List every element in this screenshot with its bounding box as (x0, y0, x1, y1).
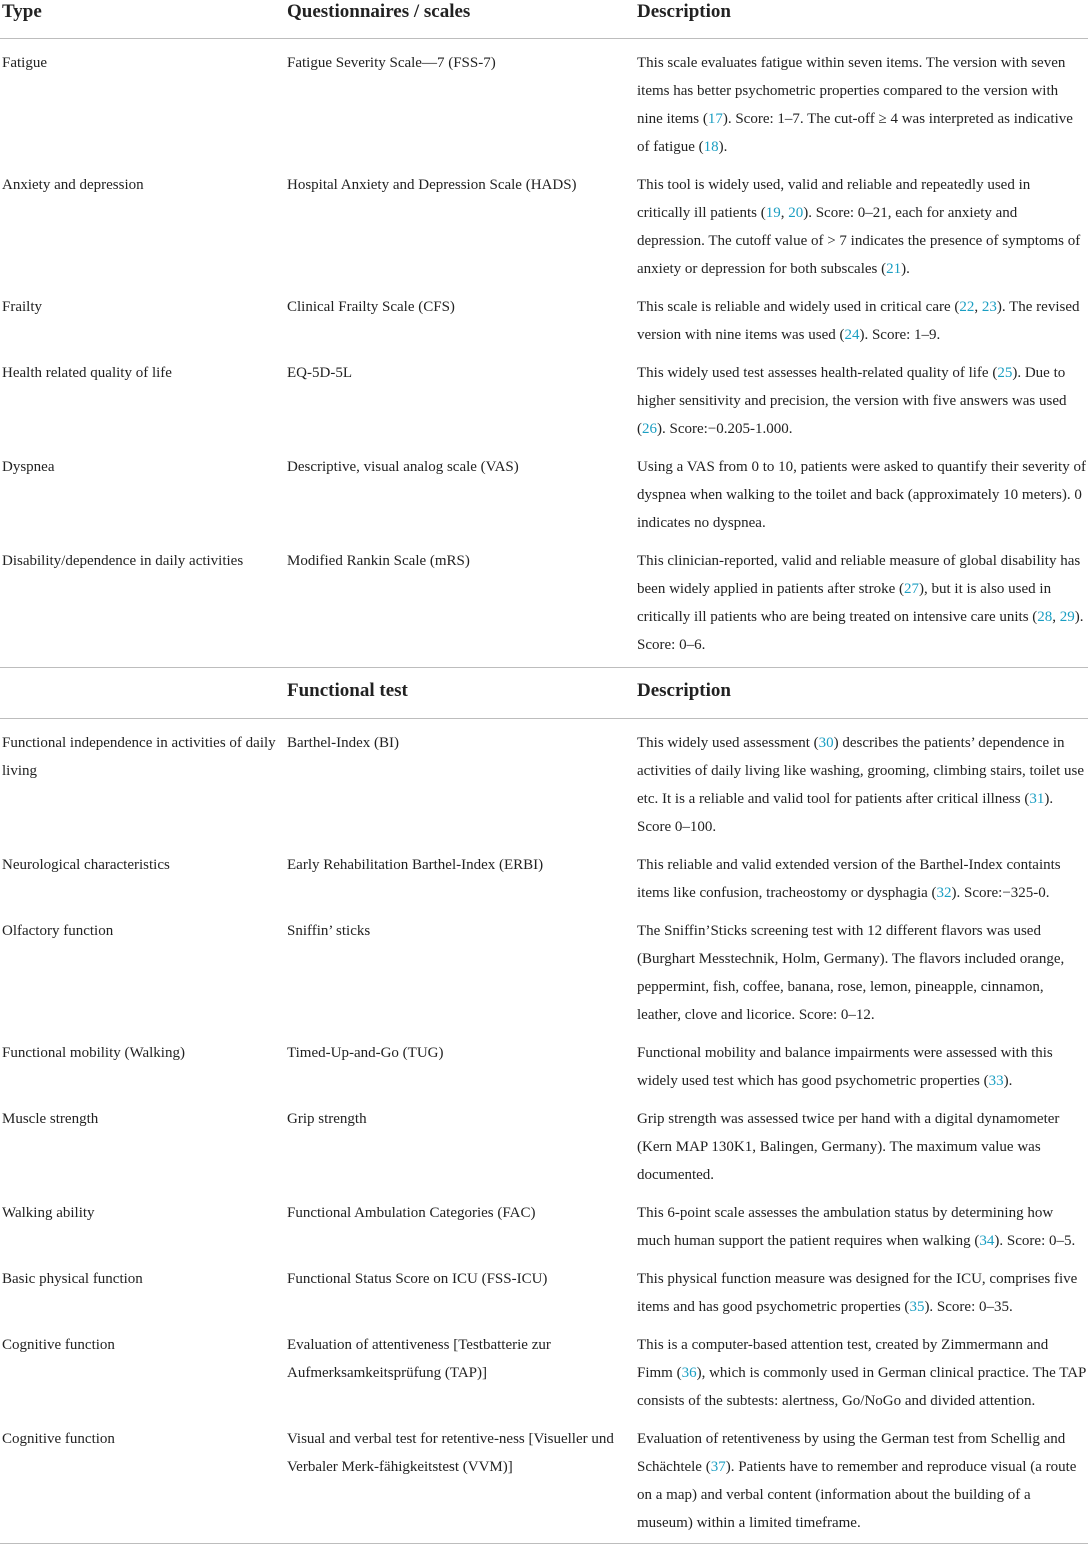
description-text: ). Score:−0.205-1.000. (657, 421, 793, 437)
type-cell: Olfactory function (2, 923, 114, 939)
reference-link[interactable]: 28 (1037, 609, 1053, 625)
type-cell: Neurological characteristics (2, 857, 170, 873)
type-cell: Basic physical function (2, 1271, 143, 1287)
description-text: ). Patients have to remember and reproduce visual (a route on a map) and verbal content (information about the building of a museum) within a limited timeframe. (637, 1459, 1077, 1531)
reference-link[interactable]: 22 (959, 299, 975, 315)
table-row (0, 39, 1088, 161)
description-text: ). Due to higher sensitivity and precision, the version with five answers was used ( (637, 365, 1067, 437)
table-row (0, 349, 1088, 443)
description-text: Functional mobility and balance impairments were assessed with this widely used test which has good psychometric properties ( (637, 1045, 1053, 1089)
header-description: Description (637, 1, 731, 22)
instrument-cell: Grip strength (287, 1111, 367, 1127)
reference-link[interactable]: 35 (909, 1299, 925, 1315)
description-cell (637, 359, 1088, 443)
type-cell: Cognitive function (2, 1431, 115, 1447)
description-cell (637, 1199, 1088, 1255)
reference-link[interactable]: 36 (681, 1365, 697, 1381)
description-text: This is a computer-based attention test, created by Zimmermann and Fimm ( (637, 1337, 1049, 1381)
description-text: ). The revised version with nine items was used ( (637, 299, 1080, 343)
reference-link[interactable]: 25 (997, 365, 1013, 381)
type-cell: Cognitive function (2, 1337, 115, 1353)
description-text: ) describes the patients’ dependence in activities of daily living like washing, grooming, climbing stairs, toilet use etc. It is a reliable and valid tool for patients after critical illness ( (637, 735, 1085, 807)
description-cell (637, 171, 1088, 283)
description-text: This widely used assessment ( (637, 735, 819, 751)
description-text: ). Score: 1–7. The cut-off ≥ 4 was interpreted as indicative of fatigue ( (637, 111, 1073, 155)
instrument-cell: Early Rehabilitation Barthel-Index (ERBI) (287, 857, 544, 873)
description-text: ). Score: 0–6. (637, 609, 1084, 653)
instrument-cell: Timed-Up-and-Go (TUG) (287, 1045, 444, 1061)
reference-link[interactable]: 24 (844, 327, 860, 343)
description-text: Evaluation of retentiveness by using the German test from Schellig and Schächtele ( (637, 1431, 1066, 1475)
description-text: ). Score: 1–9. (859, 327, 941, 343)
reference-link[interactable]: 19 (765, 205, 781, 221)
instrument-cell: Functional Ambulation Categories (FAC) (287, 1205, 536, 1221)
table-row (0, 841, 1088, 907)
description-text: ). Score 0–100. (637, 791, 1054, 835)
type-cell: Health related quality of life (2, 365, 172, 381)
instrument-cell: Visual and verbal test for retentive-ness [Visueller und Verbaler Merk-fähigkeitstest (VVM)] (287, 1431, 614, 1475)
reference-link[interactable]: 27 (904, 581, 919, 597)
description-cell (637, 851, 1088, 907)
description-cell (637, 1105, 1088, 1189)
header-questionnaires: Questionnaires / scales (287, 1, 471, 22)
description-text: Grip strength was assessed twice per hand with a digital dynamometer (Kern MAP 130K1, Balingen, Germany). The maximum value was documented. (637, 1111, 1060, 1183)
table-row (0, 283, 1088, 349)
reference-link[interactable]: 18 (703, 139, 719, 155)
description-cell (637, 547, 1088, 659)
instrument-cell: Clinical Frailty Scale (CFS) (287, 299, 455, 315)
table-row (0, 1415, 1088, 1537)
reference-link[interactable]: 33 (988, 1073, 1004, 1089)
description-text: This scale evaluates fatigue within seven items. The version with seven items has better psychometric properties compared to the version with nine items ( (637, 55, 1066, 127)
description-cell (637, 453, 1088, 537)
header-description-2: Description (637, 680, 731, 701)
table-row (0, 1029, 1088, 1095)
description-cell (637, 1265, 1088, 1321)
type-cell: Fatigue (2, 55, 47, 71)
reference-link[interactable]: 30 (818, 735, 834, 751)
instrument-cell: Fatigue Severity Scale—7 (FSS-7) (287, 55, 496, 71)
description-text: ), but it is also used in critically ill patients who are being treated on intensive care units ( (637, 581, 1052, 625)
instrument-cell: Hospital Anxiety and Depression Scale (HADS) (287, 177, 577, 193)
table-row (0, 443, 1088, 537)
description-text: ), which is commonly used in German clinical practice. The TAP consists of the subtests: alertness, Go/NoGo and divided attention. (637, 1365, 1086, 1409)
reference-link[interactable]: 17 (707, 111, 723, 127)
reference-link[interactable]: 20 (788, 205, 804, 221)
description-text: , (974, 299, 982, 315)
description-text: This scale is reliable and widely used in critical care ( (637, 299, 960, 315)
description-cell (637, 1425, 1088, 1537)
description-text: ). (901, 261, 910, 277)
instrument-cell: EQ-5D-5L (287, 365, 352, 381)
instrument-cell: Evaluation of attentiveness [Testbatterie zur Aufmerksamkeitsprüfung (TAP)] (287, 1337, 551, 1381)
header-functional-test: Functional test (287, 680, 408, 701)
type-cell: Muscle strength (2, 1111, 99, 1127)
instrument-cell: Sniffin’ sticks (287, 923, 371, 939)
description-text: , (780, 205, 789, 221)
type-cell: Functional mobility (Walking) (2, 1045, 185, 1061)
table-header-row (0, 0, 1088, 38)
reference-link[interactable]: 29 (1059, 609, 1075, 625)
table-row (0, 1255, 1088, 1321)
description-text: Using a VAS from 0 to 10, patients were asked to quantify their severity of dyspnea when walking to the toilet and back (approximately 10 meters). 0 indicates no dyspnea. (637, 459, 1086, 531)
instrument-cell: Functional Status Score on ICU (FSS-ICU) (287, 1271, 548, 1287)
functional-header-row (0, 668, 1088, 718)
type-cell: Dyspnea (2, 459, 55, 475)
instrument-cell: Modified Rankin Scale (mRS) (287, 553, 470, 569)
table-row (0, 1095, 1088, 1189)
questionnaires-section (0, 39, 1088, 659)
description-text: , (1052, 609, 1060, 625)
header-type: Type (2, 1, 42, 22)
type-cell: Anxiety and depression (2, 177, 144, 193)
description-text: ). Score:−325-0. (951, 885, 1050, 901)
description-text: This tool is widely used, valid and reliable and repeatedly used in critically ill patients ( (637, 177, 1031, 221)
description-cell (637, 917, 1088, 1029)
table-row (0, 907, 1088, 1029)
description-text: The Sniffin’Sticks screening test with 12 different flavors was used (Burghart Messtechnik, Holm, Germany). The flavors included orange, peppermint, fish, coffee, banana, rose, lemon, pineapple, cinnamon, leather, clove and licorice. Score: 0–12. (637, 923, 1065, 1023)
type-cell: Disability/dependence in daily activities (2, 553, 244, 569)
description-text: ). Score: 0–5. (994, 1233, 1076, 1249)
reference-link[interactable]: 26 (642, 421, 657, 437)
instrument-cell: Descriptive, visual analog scale (VAS) (287, 459, 519, 475)
table-row (0, 161, 1088, 283)
reference-link[interactable]: 23 (981, 299, 997, 315)
description-text: ). (718, 139, 728, 155)
type-cell: Walking ability (2, 1205, 95, 1221)
description-text: This 6-point scale assesses the ambulation status by determining how much human support the patient requires when walking ( (637, 1205, 1054, 1249)
instrument-cell: Barthel-Index (BI) (287, 735, 400, 751)
description-text: ). Score: 0–21, each for anxiety and depression. The cutoff value of > 7 indicates the presence of symptoms of anxiety or depression for both subscales ( (637, 205, 1081, 277)
functional-tests-section (0, 719, 1088, 1537)
description-cell (637, 49, 1088, 161)
description-text: This reliable and valid extended version of the Barthel-Index containts items like confusion, tracheostomy or dysphagia ( (637, 857, 1061, 901)
description-text: This clinician-reported, valid and reliable measure of global disability has been widely applied in patients after stroke ( (637, 553, 1081, 597)
description-cell (637, 1331, 1088, 1415)
table-row (0, 719, 1088, 841)
description-cell (637, 1039, 1088, 1095)
reference-link[interactable]: 31 (1029, 791, 1045, 807)
description-text: This physical function measure was designed for the ICU, comprises five items and has good psychometric properties ( (637, 1271, 1078, 1315)
reference-link[interactable]: 34 (979, 1233, 995, 1249)
description-cell (637, 293, 1088, 349)
reference-link[interactable]: 21 (886, 261, 902, 277)
header-blank (0, 679, 287, 718)
reference-link[interactable]: 37 (710, 1459, 726, 1475)
description-text: This widely used test assesses health-related quality of life ( (637, 365, 998, 381)
table-row (0, 1189, 1088, 1255)
type-cell: Functional independence in activities of daily living (2, 735, 276, 779)
table-row (0, 537, 1088, 659)
reference-link[interactable]: 32 (936, 885, 952, 901)
description-text: ). Score: 0–35. (924, 1299, 1013, 1315)
description-cell (637, 729, 1088, 841)
table-row (0, 1321, 1088, 1415)
type-cell: Frailty (2, 299, 42, 315)
description-text: ). (1003, 1073, 1013, 1089)
